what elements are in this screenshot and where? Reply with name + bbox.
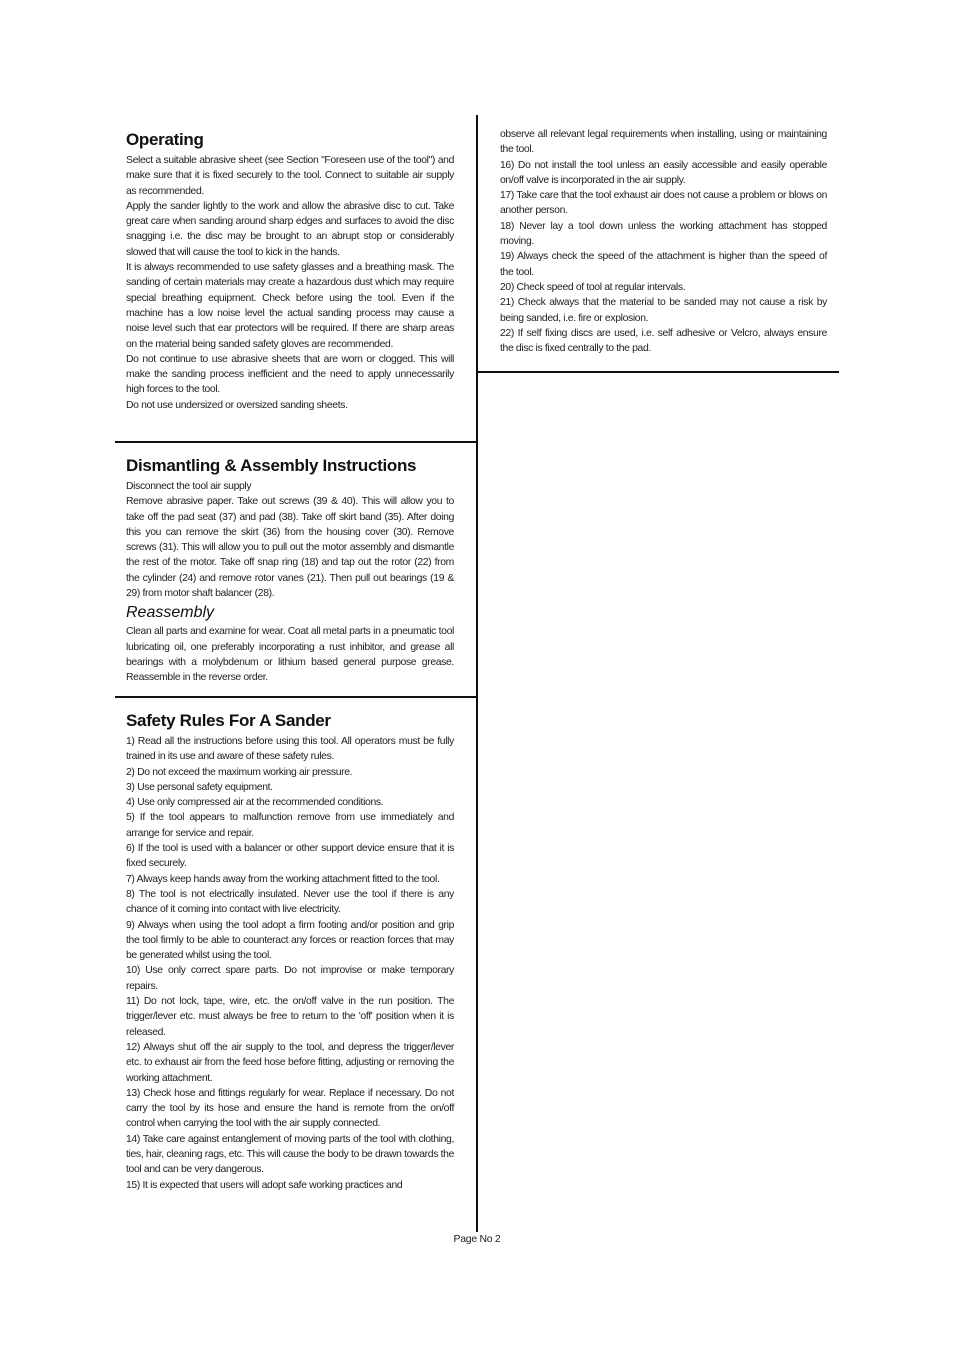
safety-rule: 1) Read all the instructions before using this tool. All operators must be fully trained in its use and aware of these safety rules. — [126, 736, 454, 763]
safety-rule: 3) Use personal safety equipment. — [126, 781, 273, 793]
safety-rule: 18) Never lay a tool down unless the working attachment has stopped moving. — [500, 220, 827, 248]
safety-rule: 10) Use only correct spare parts. Do not improvise or make temporary repairs. — [126, 965, 454, 992]
safety-section — [126, 711, 454, 1193]
safety-rule: 8) The tool is not electrically insulated. Never use the tool if there is any chance of it coming into contact with live electricity. — [126, 888, 454, 916]
safety-rule: 22) If self fixing discs are used, i.e. self adhesive or Velcro, always ensure the disc is fixed centrally to the pad. — [500, 327, 827, 355]
section-divider-right-column — [477, 371, 839, 373]
safety-rule: 21) Check always that the material to be sanded may not cause a risk by being sanded, i.e. fire or explosion. — [500, 297, 827, 324]
operating-paragraph: It is always recommended to use safety glasses and a breathing mask. The sanding of certain materials may create a hazardous dust which may require special breathing equipment. Check before using the tool. Even if the machine has a low noise level the actual sanding process may cause a noise level such that ear protectors will be required. If there are sharp areas on the material being sanded safety gloves are recommended. — [126, 262, 454, 350]
section-divider-dismantling — [115, 696, 477, 698]
safety-rule: 17) Take care that the tool exhaust air does not cause a problem or blows on another person. — [500, 190, 827, 217]
safety-rule: 11) Do not lock, tape, wire, etc. the on/off valve in the run position. The trigger/lever etc. must always be free to return to the 'off' position when it is released. — [126, 996, 454, 1038]
operating-paragraph: Do not continue to use abrasive sheets that are worn or clogged. This will make the sanding process inefficient and the need to apply unnecessarily high forces to the tool. — [126, 353, 454, 396]
reassembly-subheading: Reassembly — [126, 604, 215, 622]
page-number: Page No 2 — [453, 1233, 501, 1245]
column-divider — [476, 115, 478, 1232]
dismantling-paragraph: Remove abrasive paper. Take out screws (39 & 40). This will allow you to take off the pad seat (37) and pad (38). Take off skirt band (35). After doing this you can remove the skirt (36) from the housing cover (30). Remove screws (31). This will allow you to pull out the motor assembly and dismantle the rest of the motor. Take off snap ring (18) and tap out the rotor (22) from the cylinder (24) and remove rotor vanes (21). Then pull out bearings (19 & 29) from motor shaft balancer (28). — [126, 496, 454, 600]
safety-rule: 5) If the tool appears to malfunction remove from use immediately and arrange for service and repair. — [126, 812, 454, 839]
dismantling-heading: Dismantling & Assembly Instructions — [126, 456, 417, 475]
safety-rule: 2) Do not exceed the maximum working air pressure. — [126, 766, 353, 778]
dismantling-section — [126, 456, 454, 686]
right-column — [500, 127, 827, 356]
safety-rule: 12) Always shut off the air supply to the tool, and depress the trigger/lever etc. to exhaust air from the feed hose before fitting, adjusting or removing the working attachment. — [126, 1041, 454, 1084]
section-divider-operating — [115, 441, 477, 443]
safety-rule: 4) Use only compressed air at the recommended conditions. — [126, 797, 384, 809]
operating-heading: Operating — [126, 130, 204, 149]
safety-heading: Safety Rules For A Sander — [126, 711, 331, 730]
safety-rule: 16) Do not install the tool unless an easily accessible and easily operable on/off valve is incorporated in the air supply. — [500, 159, 827, 186]
safety-rule: observe all relevant legal requirements when installing, using or maintaining the tool. — [500, 129, 827, 156]
safety-rule: 20) Check speed of tool at regular intervals. — [500, 281, 686, 293]
operating-section — [126, 130, 454, 413]
operating-paragraph: Do not use undersized or oversized sanding sheets. — [126, 399, 348, 411]
operating-paragraph: Apply the sander lightly to the work and allow the abrasive disc to cut. Take great care when sanding around sharp edges and surfaces to avoid the disc snagging i.e. the disc may be brought to an abrupt stop or considerably slowed that will cause the tool to kick in the hands. — [126, 200, 454, 258]
safety-rule: 6) If the tool is used with a balancer or other support device ensure that it is fixed securely. — [126, 843, 454, 870]
safety-rule: 7) Always keep hands away from the working attachment fitted to the tool. — [126, 873, 440, 885]
safety-rule: 9) Always when using the tool adopt a firm footing and/or position and grip the tool firmly to be able to counteract any forces or reaction forces that may be generated whilst using the tool. — [126, 919, 454, 962]
reassembly-paragraph: Clean all parts and examine for wear. Coat all metal parts in a pneumatic tool lubricating oil, one preferably incorporating a rust inhibitor, and grease all bearings with a molybdenum or lithium based general purpose grease. Reassemble in the reverse order. — [126, 626, 454, 684]
safety-rule: 15) It is expected that users will adopt safe working practices and — [126, 1179, 403, 1191]
safety-rule: 13) Check hose and fittings regularly for wear. Replace if necessary. Do not carry the tool by its hose and ensure the hand is remote from the on/off control when carrying the tool with the air supply connected. — [126, 1087, 454, 1130]
safety-rule: 14) Take care against entanglement of moving parts of the tool with clothing, ties, hair, cleaning rags, etc. This will cause the body to be drawn towards the tool and can be very dangerous. — [126, 1133, 454, 1176]
dismantling-paragraph: Disconnect the tool air supply — [126, 481, 252, 492]
safety-rule: 19) Always check the speed of the attachment is higher than the speed of the tool. — [500, 251, 827, 278]
operating-paragraph: Select a suitable abrasive sheet (see Section "Foreseen use of the tool") and make sure that it is fixed securely to the tool. Connect to suitable air supply as recommended. — [126, 155, 454, 197]
